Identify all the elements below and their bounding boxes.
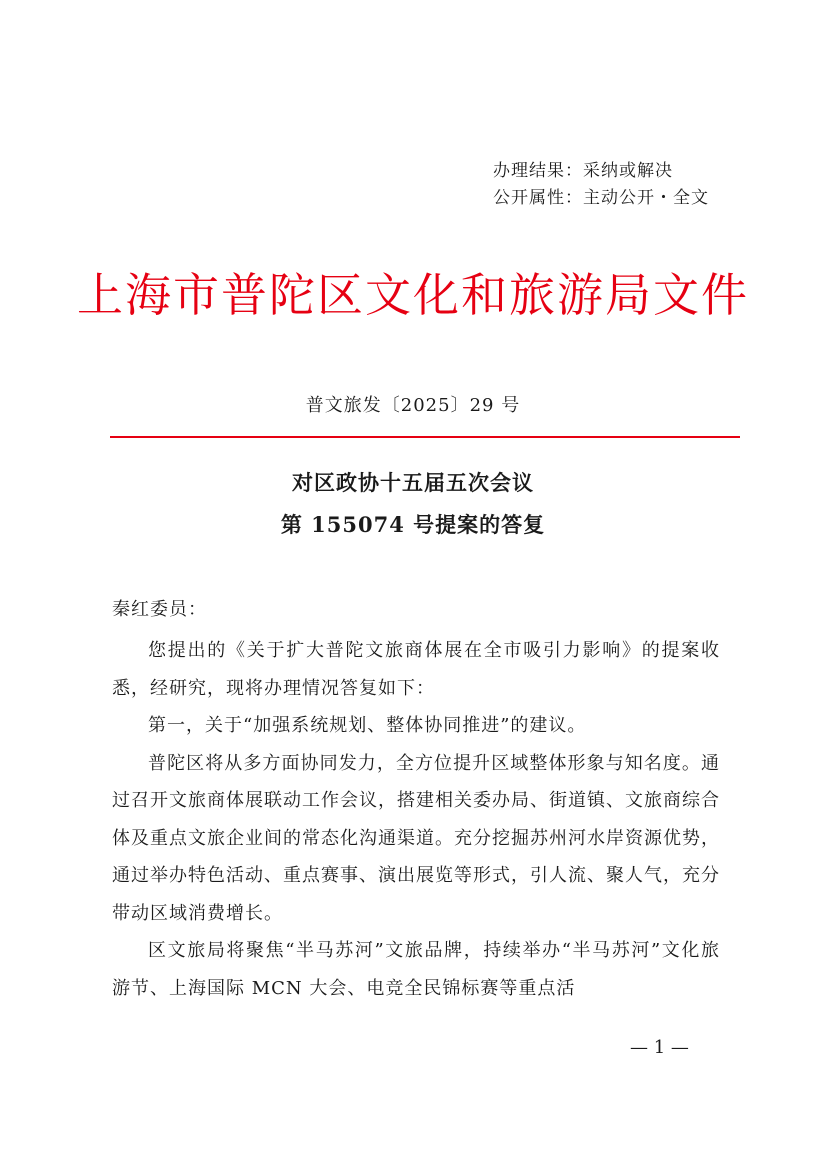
red-separator-line [110,436,740,438]
page-number: — 1 — [630,1037,689,1058]
salutation: 秦红委员： [112,599,207,620]
body-text [112,632,720,1007]
body-paragraph: 第一，关于“加强系统规划、整体协同推进”的建议。 [148,715,587,736]
body-paragraph: 区文旅局将聚焦“半马苏河”文旅品牌，持续举办“半马苏河”文化旅游节、上海国际 MCN 大会、电竞全民锦标赛等重点活 [112,940,720,999]
body-paragraph: 您提出的《关于扩大普陀文旅商体展在全市吸引力影响》的提案收悉，经研究，现将办理情况答复如下： [112,640,720,699]
document-title-line-1: 对区政协十五届五次会议 [292,470,534,495]
body-paragraph: 普陀区将从多方面协同发力，全方位提升区域整体形象与知名度。通过召开文旅商体展联动工作会议，搭建相关委办局、街道镇、文旅商综合体及重点文旅企业间的常态化沟通渠道。充分挖掘苏州河水岸资源优势，通过举办特色活动、重点赛事、演出展览等形式，引人流、聚人气，充分带动区域消费增长。 [112,752,720,924]
document-masthead: 上海市普陀区文化和旅游局文件 [77,268,749,322]
handling-result: 办理结果：采纳或解决 [493,161,673,181]
document-number: 普文旅发〔2025〕29 号 [305,395,521,416]
disclosure-attribute: 公开属性：主动公开・全文 [493,188,709,208]
document-title-line-2: 第 155074 号提案的答复 [280,512,546,537]
